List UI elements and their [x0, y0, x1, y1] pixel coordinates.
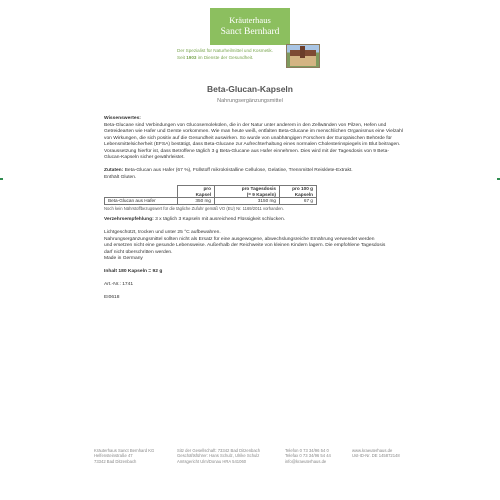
article-number: Art.-Nr.: 1741 [104, 282, 134, 288]
product-subtitle: Nahrungsergänzungsmittel [217, 98, 283, 104]
nutrition-table [104, 185, 317, 205]
zutaten-label: Zutaten: [104, 168, 124, 173]
batch-code: EI0618 [104, 295, 120, 301]
wissen-heading: Wissenswertes: [104, 116, 141, 121]
footer-line: Geschäftsführer: Hans Schulz, Ulrike Schulz [177, 453, 260, 459]
table-cell: 350 mg [178, 198, 215, 205]
tagline-line-2 [177, 55, 285, 62]
footer-line: Telefax 0 73 34/96 54 44 [285, 453, 331, 459]
footer-line: 73342 Bad Ditzenbach [94, 458, 137, 464]
footer-line[interactable]: www.kraeuterhaus.de [352, 448, 393, 453]
table-header-cell: pro Tagesdosis (= 9 Kapseln) [215, 186, 280, 198]
document-body [104, 116, 404, 302]
fold-mark-left [0, 178, 3, 180]
footer-line: Ust-ID-Nr. DE 145872148 [352, 453, 400, 459]
gluten-note: Enthält Gluten. [104, 174, 137, 180]
footer-line: Sitz der Gesellschaft: 73342 Bad Ditzenbach [177, 448, 261, 453]
hinweis-line: darf nicht überschritten werden. [104, 249, 173, 255]
brand-logo [210, 8, 290, 45]
table-cell: 67 g [280, 198, 317, 205]
tagline-pre: Seit [177, 54, 187, 60]
verzehr-label: Verzehrsempfehlung: [104, 217, 154, 223]
footer-contact [285, 448, 331, 464]
footer-web [352, 448, 400, 459]
made-in: Made in Germany [104, 256, 143, 262]
table-row [105, 198, 317, 205]
monastery-image [286, 44, 320, 68]
table-header-cell [105, 186, 178, 198]
zutaten-text: Beta-Glucan aus Hafer (67 %), Füllstoff mikrokristalline Cellulose, Gelatine, Trennmittel Reisklete-Extrakt. [123, 168, 353, 173]
verzehr-text: 3 x täglich 3 Kapseln mit ausreichend Flüssigkeit schlucken. [153, 217, 286, 223]
hinweis-line: und ersetzen nicht eine gesunde Lebensweise. Außerhalb der Reichweite von kleinen Kindern lagern. Die empfohlene Tagesdosis [104, 243, 386, 249]
logo-line-1: Kräuterhaus [229, 15, 271, 25]
footer-line: Telefon 0 73 34/96 54 0 [285, 448, 329, 453]
tagline-line-1: Der Spezialist für Naturheilmittel und Kosmetik. [177, 48, 273, 53]
logo-line-2: Sanct Bernhard [220, 27, 280, 37]
brand-tagline [177, 48, 285, 61]
footer-line: Kräuterhaus Sanct Bernhard KG [94, 448, 155, 453]
table-footnote: Noch kein Nährstoffbezugswert für die tägliche Zufuhr gemäß VO (EU) Nr. 1169/2011 vorhanden. [104, 205, 284, 211]
table-cell: Beta-Glucan aus Hafer [105, 198, 178, 205]
footer-line: info@kraeuterhaus.de [285, 458, 327, 464]
tagline-year: 1903 [186, 54, 197, 60]
table-cell: 3150 mg [215, 198, 280, 205]
table-header-row [105, 186, 317, 198]
footer-legal [177, 448, 260, 464]
hinweis-line: Nahrungsergänzungsmittel sollten nicht als Ersatz für eine ausgewogene, abwechslungsreiche Ernährung verwendet werden [104, 236, 375, 242]
footer-company [94, 448, 154, 464]
product-title: Beta-Glucan-Kapseln [207, 84, 293, 94]
wissen-text: Beta-Glucane sind Verbindungen von Glucosemolekülen, die in der Natur unter anderem in den Zellwänden von Pilzen, Hefen und Getreidearten wie Hafer und Gerste vorkommen. Wie man heute weiß, entfalten Beta-Glucane im menschlichen Organismus eine Vielzahl von Wirkungen, die sich positiv auf die Gesundheit auswirken. So wurde von unabhängigen Forschern der Europäischen Behörde für Lebensmittelsicherheit (EFSA) bestätigt, dass Beta-Glucane zur Aufrechterhaltung eines normalen Cholesterinspiegels im Blut beitragen. Voraussetzung hierfür ist, dass Betroffene täglich 3 g Beta-Glucane aus Hafer einnehmen. Dies wird mit der Tagesdosis von 9 Beta-Glucan-Kapseln sicher gewährleistet. [104, 122, 403, 160]
footer-line: Helfensteinstraße 47 [94, 453, 133, 459]
table-header-cell: pro 100 g Kapseln [280, 186, 317, 198]
tagline-post: im Dienste der Gesundheit. [196, 54, 254, 60]
table-header-cell: pro Kapsel [178, 186, 215, 198]
hinweis-line: Lichtgeschützt, trocken und unter 25 °C aufbewahren. [104, 230, 221, 236]
footer-line: Amtsgericht Ulm/Donau HRA 541060 [177, 458, 247, 464]
inhalt: Inhalt 180 Kapseln = 92 g [104, 269, 163, 275]
